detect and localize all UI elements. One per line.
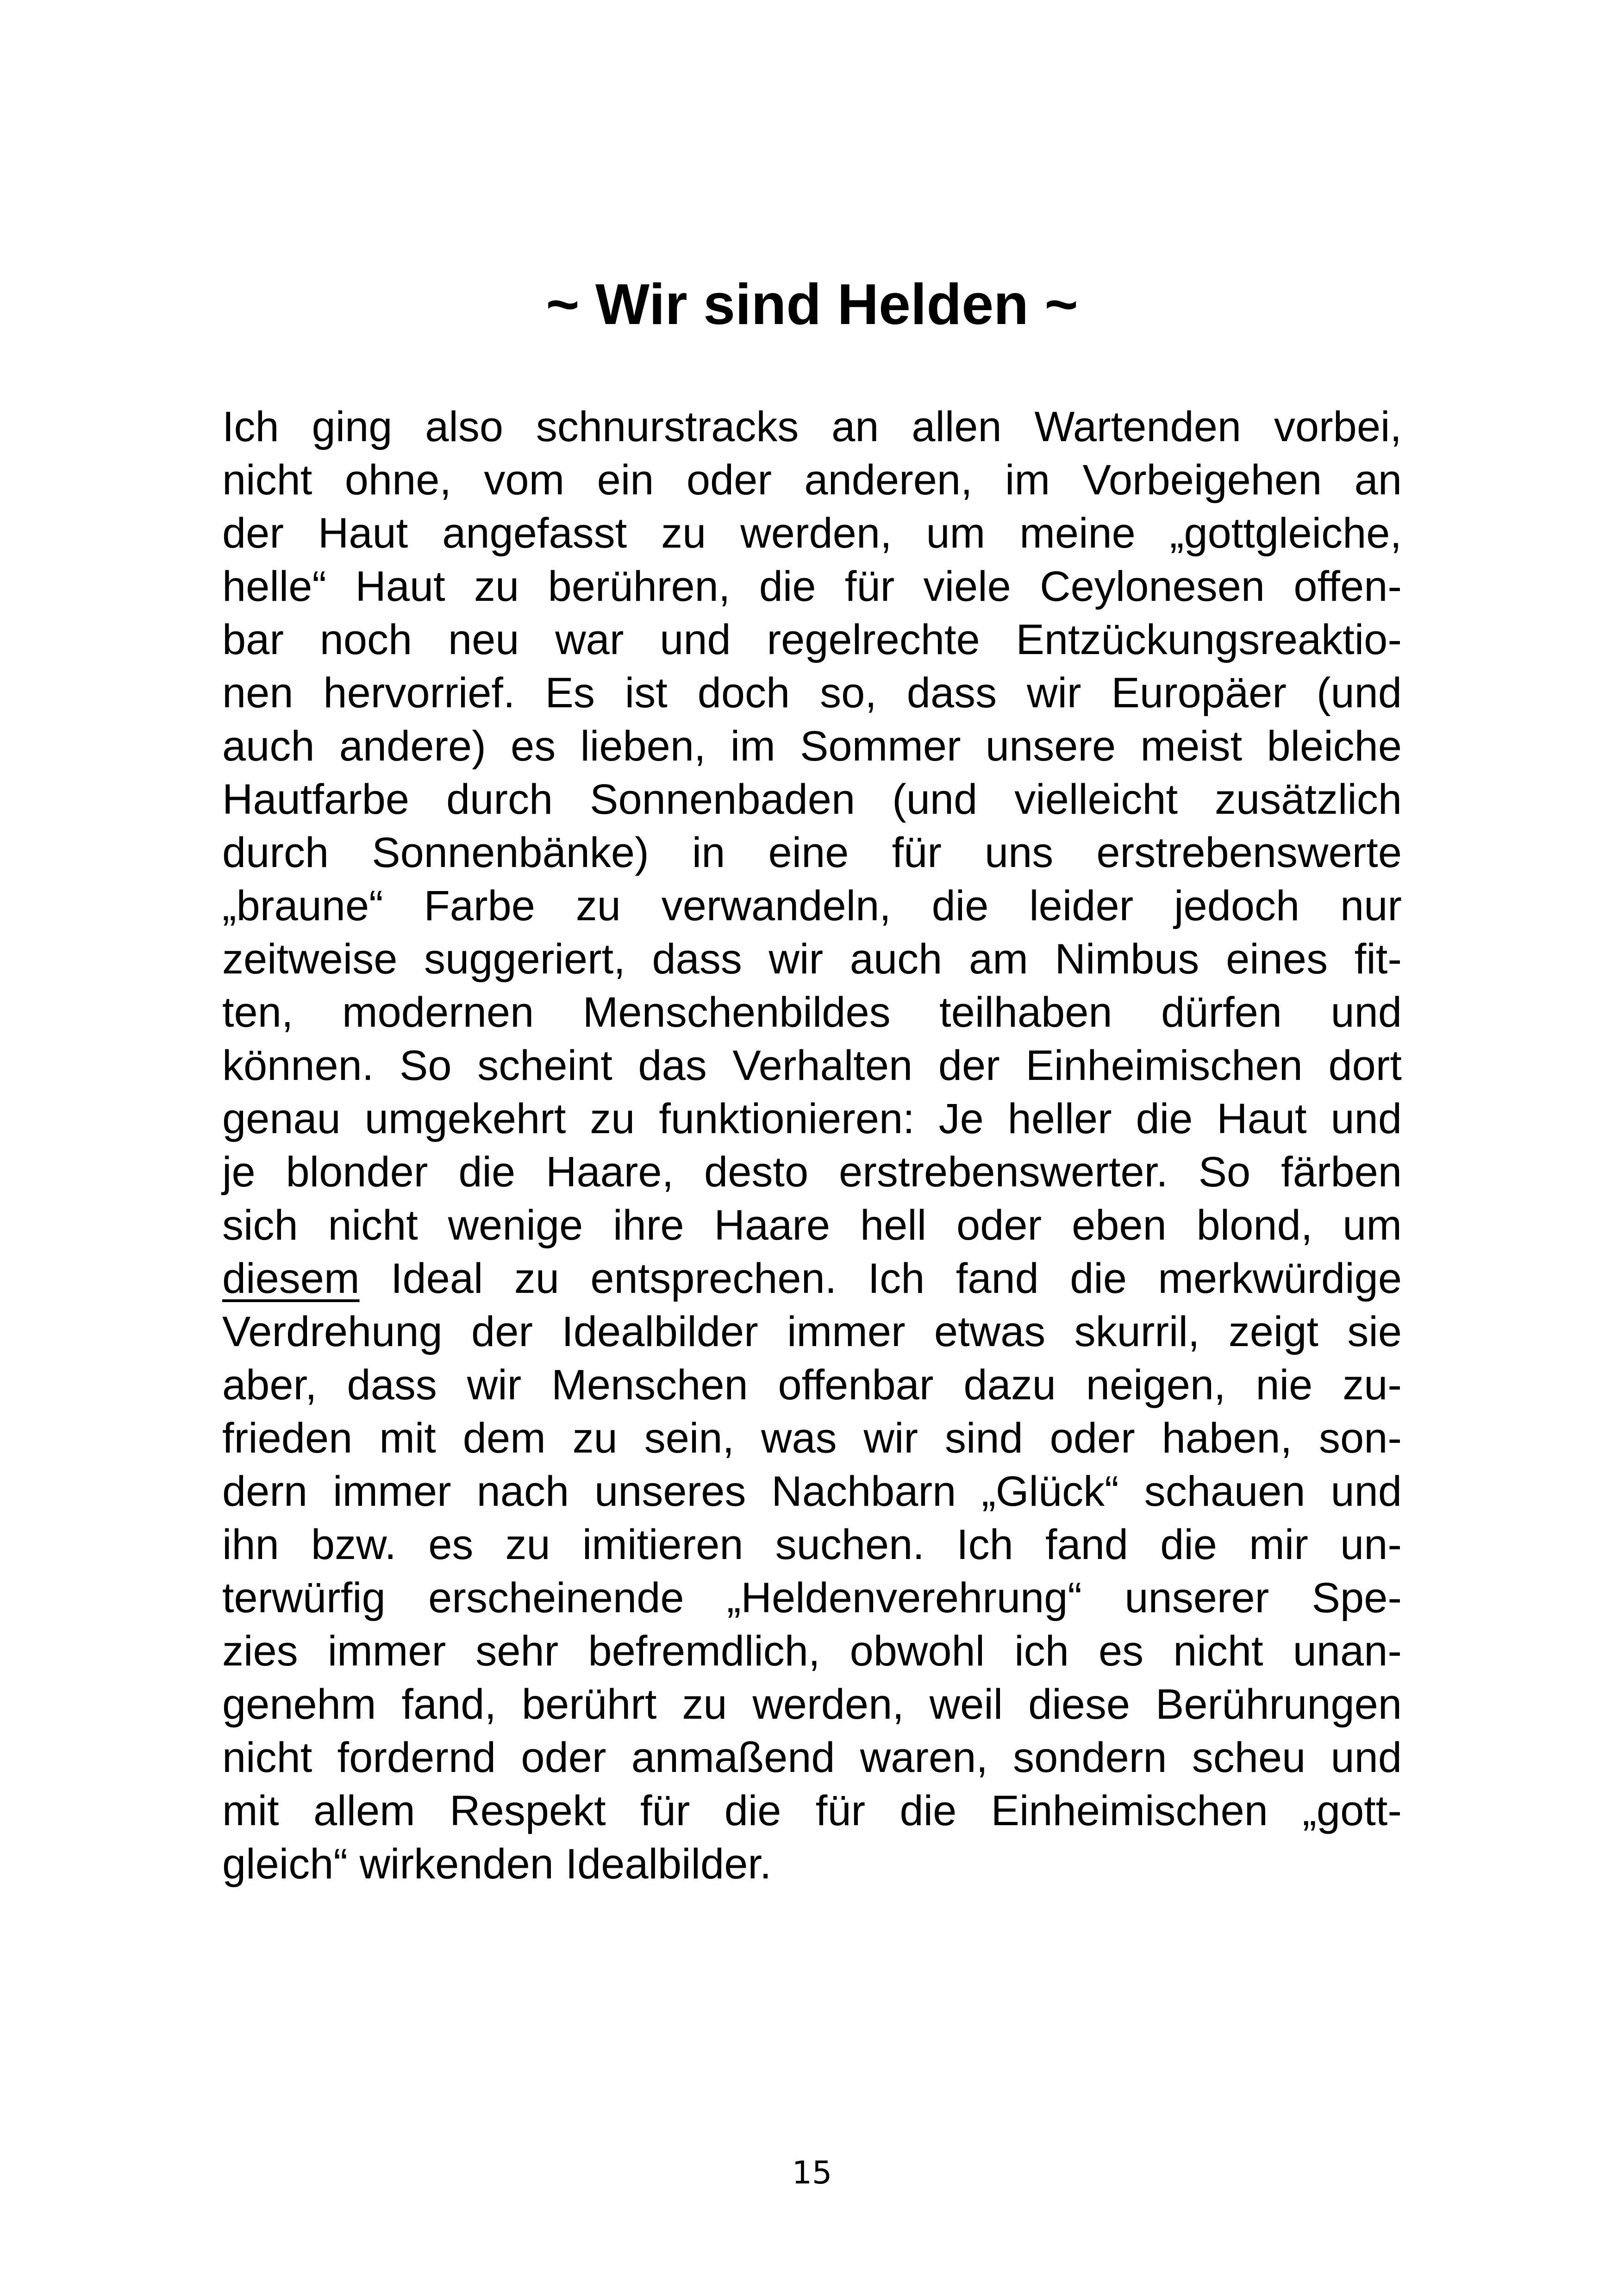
text-line-with-underline: [222, 1252, 1402, 1305]
text-line: zies immer sehr befremdlich, obwohl ich es nicht unan-: [222, 1628, 1402, 1675]
text-line: können. So scheint das Verhalten der Einheimischen dort: [222, 1042, 1402, 1089]
text-line: ihn bzw. es zu imitieren suchen. Ich fand die mir un-: [222, 1521, 1402, 1568]
text-line: nicht ohne, vom ein oder anderen, im Vorbeigehen an: [222, 456, 1402, 504]
underlined-word: diesem: [222, 1255, 360, 1302]
text-line: mit allem Respekt für die für die Einheimischen „gott-: [222, 1787, 1402, 1834]
text-line: terwürfig erscheinende „Heldenverehrung“ unserer Spe-: [222, 1574, 1402, 1621]
text-line: aber, dass wir Menschen offenbar dazu neigen, nie zu-: [222, 1361, 1402, 1409]
text-line: je blonder die Haare, desto erstrebenswerter. So färben: [222, 1148, 1402, 1196]
text-line: dern immer nach unseres Nachbarn „Glück“ schauen und: [222, 1468, 1402, 1515]
body-paragraph: [222, 400, 1402, 1891]
text-line: „braune“ Farbe zu verwandeln, die leider jedoch nur: [222, 882, 1402, 929]
text-line: der Haut angefasst zu werden, um meine „gottgleiche,: [222, 510, 1402, 557]
text-line: Hautfarbe durch Sonnenbaden (und vielleicht zusätzlich: [222, 776, 1402, 823]
text-line: bar noch neu war und regelrechte Entzückungsreaktio-: [222, 616, 1402, 663]
text-line: Ich ging also schnurstracks an allen Wartenden vorbei,: [222, 403, 1402, 450]
text-line: Verdrehung der Idealbilder immer etwas skurril, zeigt sie: [222, 1308, 1402, 1355]
text-line-last: gleich“ wirkenden Idealbilder.: [222, 1840, 772, 1888]
text-line: genehm fand, berührt zu werden, weil diese Berührungen: [222, 1681, 1402, 1728]
text-line: helle“ Haut zu berühren, die für viele Ceylonesen offen-: [222, 563, 1402, 610]
text-line: durch Sonnenbänke) in eine für uns erstrebenswerte: [222, 829, 1402, 876]
page-number: 15: [792, 2155, 832, 2191]
text-line: auch andere) es lieben, im Sommer unsere meist bleiche: [222, 723, 1402, 770]
text-line: genau umgekehrt zu funktionieren: Je heller die Haut und: [222, 1095, 1402, 1142]
page-title: ~ Wir sind Helden ~: [546, 273, 1078, 337]
text-line-rest: Ideal zu entsprechen. Ich fand die merkwürdige: [359, 1255, 1402, 1302]
text-line: frieden mit dem zu sein, was wir sind oder haben, son-: [222, 1415, 1402, 1462]
text-line: nicht fordernd oder anmaßend waren, sondern scheu und: [222, 1734, 1402, 1781]
text-line: ten, modernen Menschenbildes teilhaben dürfen und: [222, 989, 1402, 1036]
text-line: nen hervorrief. Es ist doch so, dass wir Europäer (und: [222, 669, 1402, 717]
text-line: zeitweise suggeriert, dass wir auch am Nimbus eines fit-: [222, 935, 1402, 983]
text-line: sich nicht wenige ihre Haare hell oder eben blond, um: [222, 1202, 1402, 1249]
